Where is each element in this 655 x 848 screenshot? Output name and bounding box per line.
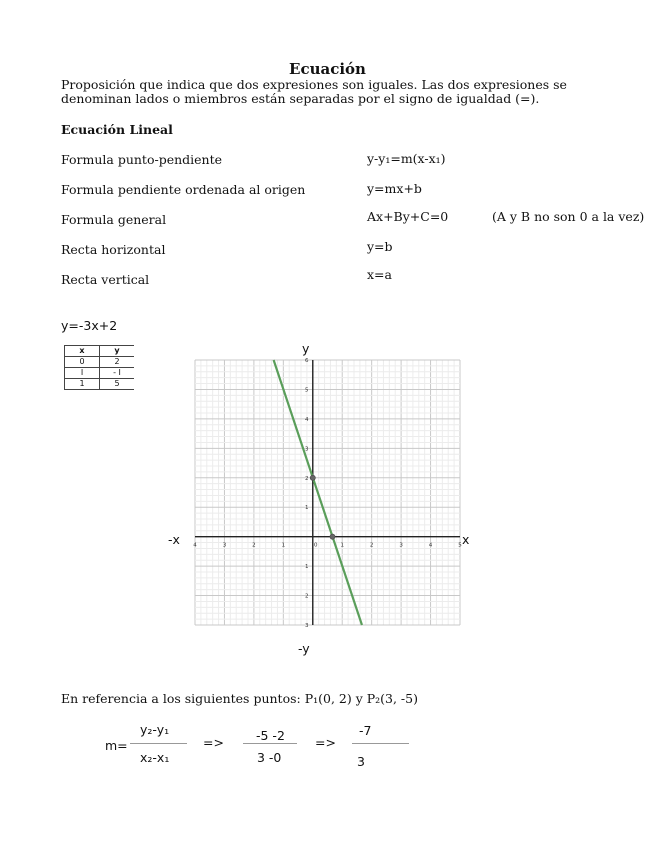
table-row [65, 368, 135, 379]
table-row [65, 357, 135, 368]
x-tick-label: 4 [193, 542, 197, 549]
x-axis-label: x [462, 532, 470, 547]
fraction-denominator: 3 -0 [257, 750, 282, 765]
grid [195, 360, 460, 625]
formula-label: Recta horizontal [61, 242, 166, 257]
table-cell: 1 [65, 379, 100, 390]
table-cell: - I [100, 368, 135, 379]
table-header-y: y [100, 346, 135, 357]
x-tick-label: 3 [399, 542, 403, 549]
formula-expression: y-y₁=m(x-x₁) [367, 151, 446, 166]
y-tick-label: 5 [305, 387, 309, 394]
fraction-bar [130, 743, 187, 744]
formula-expression: x=a [367, 267, 392, 282]
formula-label: Recta vertical [61, 272, 150, 287]
x-tick-label: 4 [428, 542, 433, 549]
x-tick-label: 0 [314, 542, 318, 549]
fraction-denominator: 3 [357, 754, 365, 769]
formula-label: Formula pendiente ordenada al origen [61, 182, 306, 197]
y-tick-label: 4 [305, 416, 309, 423]
axes [195, 360, 460, 625]
values-table [64, 345, 134, 390]
y-tick-label: 1 [305, 505, 309, 512]
reference-text: En referencia a los siguientes puntos: P₁(0, 2) y P₂(3, -5) [61, 691, 418, 706]
y-tick-label: 2 [305, 475, 309, 482]
table-cell: 0 [65, 357, 100, 368]
page-title: Ecuación [289, 60, 366, 78]
tick-labels [193, 358, 462, 629]
fraction-bar [243, 743, 297, 744]
formula-expression: y=b [367, 239, 393, 254]
x-tick-label: 2 [252, 542, 256, 549]
example-equation: y=-3x+2 [61, 318, 118, 333]
fraction-bar [352, 743, 409, 744]
x-tick-label: 2 [369, 542, 374, 549]
implies-arrow: => [203, 735, 224, 750]
table-cell: 5 [100, 379, 135, 390]
formula-label: Formula punto-pendiente [61, 152, 223, 167]
formula-note: (A y B no son 0 a la vez) [492, 209, 645, 224]
line-chart [190, 355, 465, 630]
table-header-row [65, 346, 135, 357]
series-line [274, 360, 362, 625]
table-row [65, 379, 135, 390]
formula-label: Formula general [61, 212, 167, 227]
table-cell: I [65, 368, 100, 379]
table-cell: 2 [100, 357, 135, 368]
y-tick-label: 2 [305, 593, 309, 600]
section-heading: Ecuación Lineal [61, 122, 173, 137]
data-point [310, 475, 315, 480]
x-tick-label: 1 [281, 542, 286, 549]
implies-arrow: => [315, 735, 336, 750]
x-tick-label: 3 [222, 542, 227, 549]
x-tick-label: 5 [458, 542, 462, 549]
negative-y-axis-label: -y [298, 641, 310, 656]
y-tick-label: 3 [305, 623, 309, 629]
fraction-denominator: x₂-x₁ [140, 750, 170, 765]
table-header-x: x [65, 346, 100, 357]
slope-m-label: m= [105, 738, 128, 753]
intro-paragraph: Proposición que indica que dos expresiones son iguales. Las dos expresiones se denominan lados o miembros están separadas por el signo de igualdad (=). [61, 77, 567, 106]
y-tick-label: 3 [305, 446, 309, 453]
y-tick-label: 6 [305, 358, 309, 364]
fraction-numerator: -7 [359, 723, 372, 738]
fraction-numerator: y₂-y₁ [140, 722, 170, 737]
y-tick-label: 1 [305, 564, 309, 571]
series-group [274, 360, 362, 625]
negative-x-axis-label: -x [168, 532, 180, 547]
fraction-numerator: -5 -2 [256, 728, 285, 743]
formula-expression: y=mx+b [367, 181, 422, 196]
data-point [330, 534, 335, 539]
x-tick-label: 1 [340, 542, 344, 549]
formula-expression: Ax+By+C=0 [367, 209, 449, 224]
y-axis-label: y [302, 341, 310, 356]
